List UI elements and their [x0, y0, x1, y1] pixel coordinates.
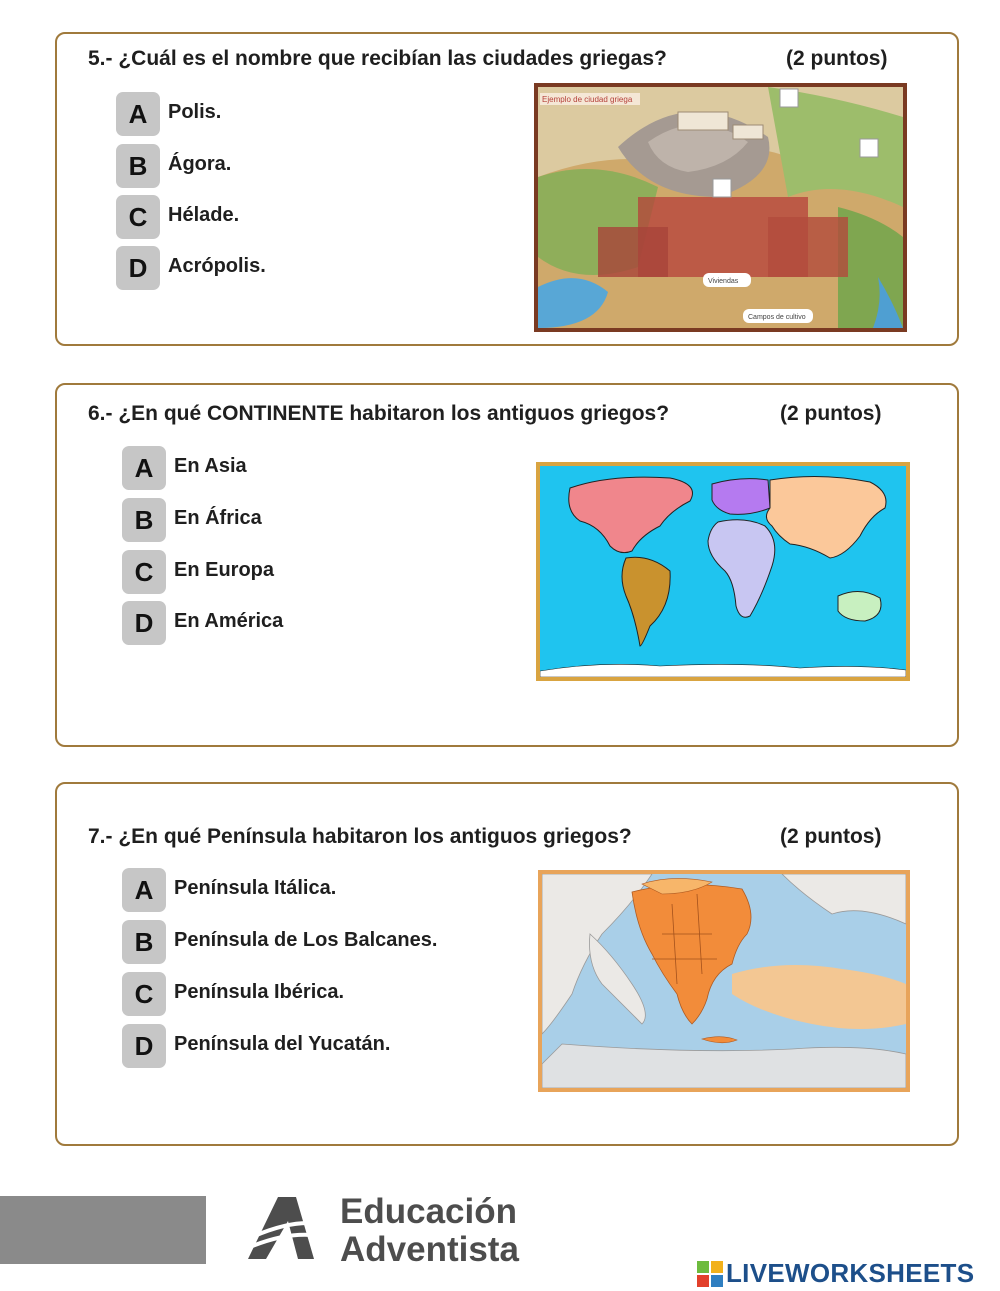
option-a[interactable]: [122, 868, 336, 912]
option-label: Polis.: [168, 100, 222, 123]
option-label: Península del Yucatán.: [174, 1032, 391, 1055]
world-map-image: [536, 462, 910, 681]
brand-line-2: Adventista: [340, 1230, 519, 1269]
option-label: En América: [174, 609, 284, 632]
footer-gray-bar: [0, 1196, 206, 1264]
greek-city-illustration: [538, 87, 903, 328]
option-letter-badge[interactable]: B: [116, 144, 160, 188]
question-text: 7.- ¿En qué Península habitaron los antiguos griegos?: [88, 825, 632, 848]
option-letter-badge[interactable]: D: [122, 1024, 166, 1068]
option-letter-badge[interactable]: C: [116, 195, 160, 239]
option-label: Península Ibérica.: [174, 980, 345, 1003]
option-letter-badge[interactable]: B: [122, 498, 166, 542]
question-points: (2 puntos): [780, 402, 882, 425]
option-label: En África: [174, 506, 262, 529]
image-label: Viviendas: [708, 278, 739, 285]
option-d[interactable]: [122, 601, 283, 645]
option-label: En Europa: [174, 558, 275, 581]
option-letter-badge[interactable]: B: [122, 920, 166, 964]
option-letter-badge[interactable]: C: [122, 550, 166, 594]
option-letter-badge[interactable]: A: [122, 446, 166, 490]
world-continents-map: [540, 466, 906, 677]
option-label: Acrópolis.: [168, 254, 266, 277]
question-points: (2 puntos): [786, 47, 888, 70]
option-a[interactable]: [122, 446, 247, 490]
balkan-peninsula-map: [542, 874, 906, 1088]
watermark-text: LIVEWORKSHEETS: [726, 1258, 975, 1288]
greek-city-image: [534, 83, 907, 332]
option-d[interactable]: [116, 246, 266, 290]
image-caption: Ejemplo de ciudad griega: [542, 95, 633, 104]
option-b[interactable]: [116, 144, 231, 188]
option-letter-badge[interactable]: A: [122, 868, 166, 912]
option-label: Península Itálica.: [174, 876, 337, 899]
option-c[interactable]: [122, 972, 344, 1016]
question-text: 5.- ¿Cuál es el nombre que recibían las ciudades griegas?: [88, 47, 667, 70]
option-a[interactable]: [116, 92, 221, 136]
question-points: (2 puntos): [780, 825, 882, 848]
option-letter-badge[interactable]: C: [122, 972, 166, 1016]
image-label: Campos de cultivo: [748, 314, 806, 321]
option-c[interactable]: [122, 550, 274, 594]
option-label: Hélade.: [168, 203, 240, 226]
liveworksheets-logo-icon: [697, 1261, 723, 1287]
option-letter-badge[interactable]: D: [122, 601, 166, 645]
question-text: 6.- ¿En qué CONTINENTE habitaron los antiguos griegos?: [88, 402, 670, 425]
option-label: En Asia: [174, 454, 247, 477]
option-d[interactable]: [122, 1024, 390, 1068]
option-c[interactable]: [116, 195, 239, 239]
option-b[interactable]: [122, 920, 437, 964]
option-letter-badge[interactable]: D: [116, 246, 160, 290]
option-b[interactable]: [122, 498, 262, 542]
brand-line-1: Educación: [340, 1192, 517, 1231]
option-label: Península de Los Balcanes.: [174, 928, 438, 951]
option-letter-badge[interactable]: A: [116, 92, 160, 136]
liveworksheets-watermark: [697, 1258, 974, 1289]
option-label: Ágora.: [168, 152, 232, 175]
balkan-map-image: [538, 870, 910, 1092]
